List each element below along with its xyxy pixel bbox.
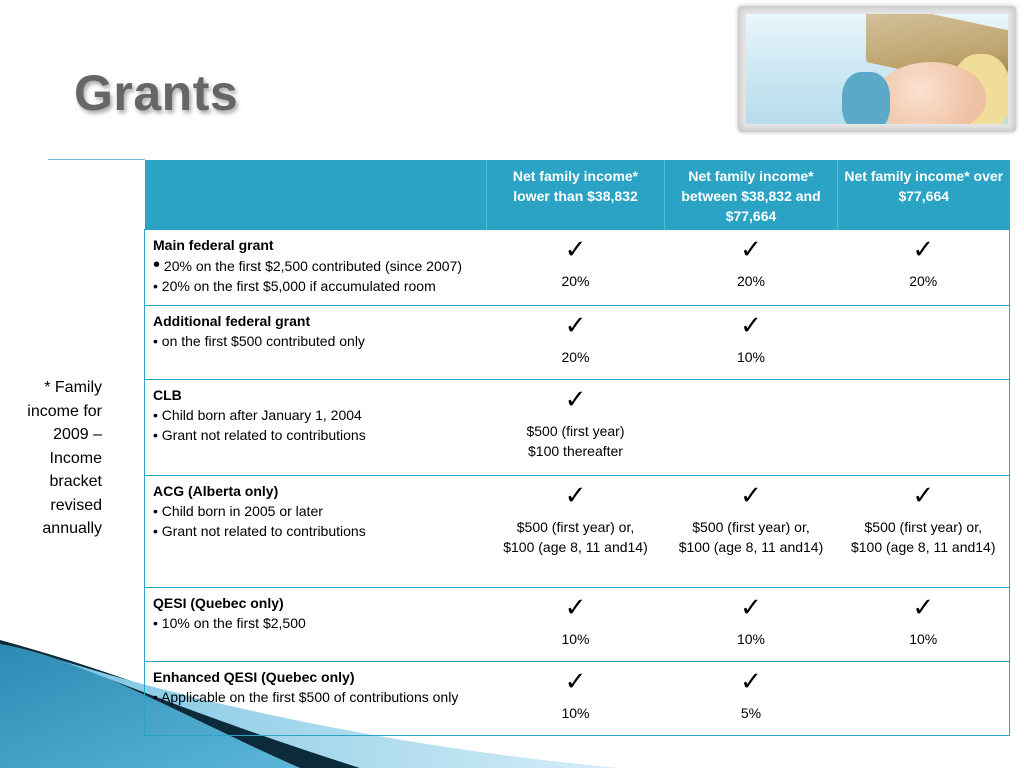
cell-value: 20%	[736, 272, 766, 289]
row-detail: 20% on the first $5,000 if accumulated room	[161, 277, 436, 294]
header-income-mid: Net family income* between $38,832 and $77,664	[665, 160, 838, 229]
checkmark-icon: ✓	[564, 309, 587, 340]
table-cell	[665, 305, 838, 379]
row-label: Additional federal grant • on the first $500 contributed only	[145, 305, 487, 379]
row-title: Enhanced QESI (Quebec only)	[153, 668, 355, 685]
row-detail: Child born in 2005 or later	[161, 502, 323, 519]
checkmark-icon: ✓	[564, 479, 587, 510]
cell-value: 20%	[561, 348, 590, 365]
table-row	[145, 305, 1010, 379]
checkmark-icon: ✓	[912, 479, 935, 510]
row-detail: 10% on the first $2,500	[161, 614, 306, 631]
cell-value: $100 (age 8, 11 and14)	[678, 538, 824, 555]
table-row	[145, 475, 1010, 587]
bullet: •	[153, 253, 161, 276]
header-income-high: Net family income* over $77,664	[838, 160, 1010, 229]
cell-value: 10%	[561, 630, 590, 647]
table-cell	[838, 475, 1010, 587]
table-row	[145, 587, 1010, 661]
row-detail: on the first $500 contributed only	[161, 332, 365, 349]
row-title: CLB	[153, 386, 182, 403]
checkmark-icon: ✓	[740, 665, 762, 696]
table-cell	[665, 475, 838, 587]
family-income-footnote: * Family income for 2009 – Income bracket revised annually	[27, 379, 102, 537]
cell-value: $100 (age 8, 11 and14)	[850, 538, 996, 555]
slide-title: Grants	[74, 65, 239, 121]
checkmark-icon: ✓	[564, 665, 587, 696]
table-cell	[487, 661, 665, 735]
cell-value: 10%	[736, 348, 766, 365]
photo-child-with-book	[738, 6, 1016, 132]
row-detail: Applicable on the first $500 of contributions only	[161, 688, 459, 705]
checkmark-icon: ✓	[564, 383, 587, 414]
table-cell	[487, 305, 665, 379]
table-cell-empty	[838, 379, 1010, 475]
header-income-low: Net family income* lower than $38,832	[487, 160, 665, 229]
cell-value: $500 (first year) or,	[692, 518, 810, 535]
cell-value: $500 (first year) or,	[864, 518, 982, 535]
cell-value: $500 (first year)	[526, 422, 625, 439]
checkmark-icon: ✓	[740, 479, 762, 510]
row-title: QESI (Quebec only)	[153, 594, 284, 611]
checkmark-icon: ✓	[912, 233, 935, 264]
checkmark-icon: ✓	[740, 309, 762, 340]
grants-table	[144, 160, 1010, 736]
table-cell-empty	[838, 305, 1010, 379]
cell-value: $100 (age 8, 11 and14)	[503, 538, 648, 555]
row-detail: Grant not related to contributions	[161, 522, 366, 539]
table-cell-empty	[665, 379, 838, 475]
header-blank	[145, 160, 487, 229]
cell-value: 10%	[736, 630, 766, 647]
table-row	[145, 229, 1010, 305]
row-title: ACG (Alberta only)	[153, 482, 279, 499]
checkmark-icon: ✓	[740, 591, 762, 622]
table-row	[145, 379, 1010, 475]
table-cell	[838, 229, 1010, 305]
row-label: QESI (Quebec only) • 10% on the first $2,500	[145, 587, 487, 661]
row-title: Additional federal grant	[153, 312, 311, 329]
cell-value: 20%	[909, 272, 938, 289]
row-detail: Child born after January 1, 2004	[161, 406, 362, 423]
table-cell	[487, 229, 665, 305]
row-label: CLB • Child born after January 1, 2004 • Grant not related to contributions	[145, 379, 487, 475]
row-label: Main federal grant • 20% on the first $2,500 contributed (since 2007) • 20% on the first $5,000 if accumulated room	[145, 229, 487, 305]
row-detail: 20% on the first $2,500 contributed (since 2007)	[163, 257, 462, 274]
checkmark-icon: ✓	[912, 591, 935, 622]
checkmark-icon: ✓	[740, 233, 762, 264]
row-detail: Grant not related to contributions	[161, 426, 366, 443]
table-cell	[665, 661, 838, 735]
checkmark-icon: ✓	[564, 591, 587, 622]
table-cell	[487, 379, 665, 475]
table-header-row	[145, 160, 1010, 229]
table-cell-empty	[838, 661, 1010, 735]
cell-value: 20%	[561, 272, 590, 289]
cell-value: $500 (first year) or,	[516, 518, 635, 535]
table-row	[145, 661, 1010, 735]
row-label: ACG (Alberta only) • Child born in 2005 or later • Grant not related to contributions	[145, 475, 487, 587]
cell-value: 5%	[740, 704, 762, 721]
checkmark-icon: ✓	[564, 233, 587, 264]
table-cell	[838, 587, 1010, 661]
row-title: Main federal grant	[153, 236, 274, 253]
cell-value: 10%	[561, 704, 590, 721]
table-cell	[487, 475, 665, 587]
table-cell	[665, 587, 838, 661]
row-label: Enhanced QESI (Quebec only) • Applicable on the first $500 of contributions only	[145, 661, 487, 735]
title-divider	[48, 159, 145, 160]
cell-value: 10%	[909, 630, 938, 647]
table-cell	[487, 587, 665, 661]
table-cell	[665, 229, 838, 305]
cell-value: $100 thereafter	[528, 442, 623, 459]
